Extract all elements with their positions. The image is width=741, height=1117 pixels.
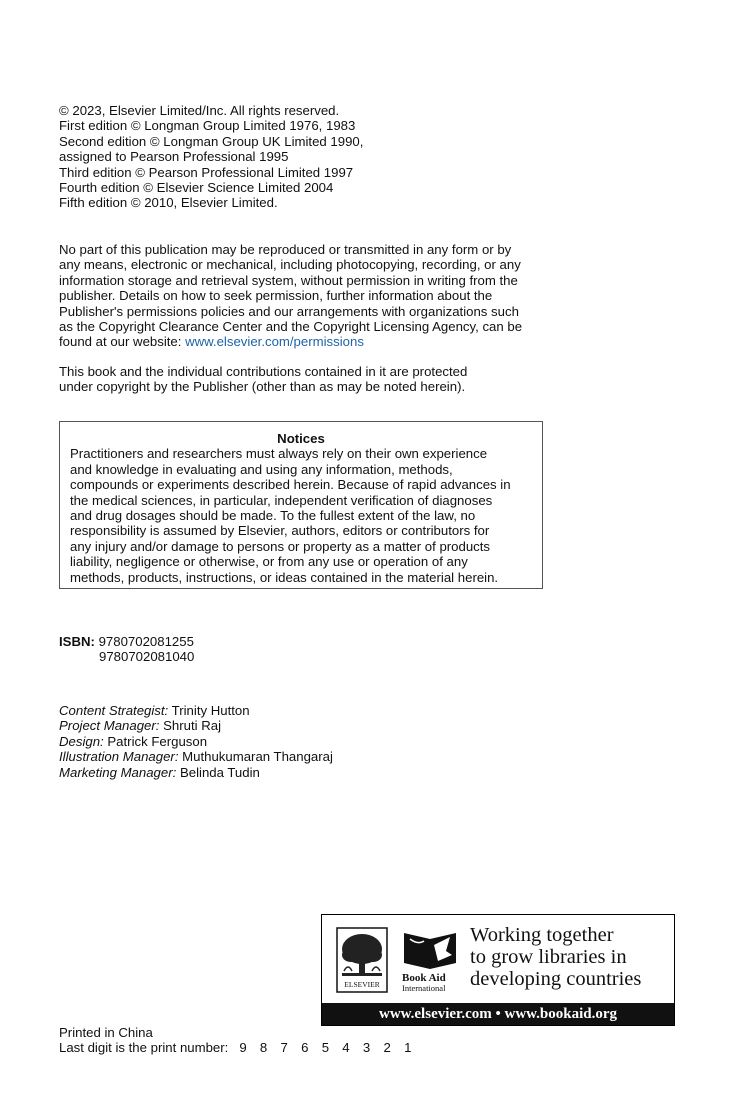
book-aid-subtitle: International: [402, 983, 446, 993]
credit-line: [59, 749, 333, 764]
notices-line: liability, negligence or otherwise, or from any use or operation of any: [70, 554, 468, 570]
credit-role: Marketing Manager:: [59, 764, 177, 780]
notices-line: Practitioners and researchers must always rely on their own experience: [70, 446, 488, 462]
notices-line: compounds or experiments described herein. Because of rapid advances in: [70, 477, 511, 493]
print-digit: 3: [362, 1040, 371, 1056]
notices-line: the medical sciences, in particular, independent verification of diagnoses: [70, 492, 493, 508]
print-digit: 4: [342, 1040, 350, 1056]
elsevier-tree-logo-icon: [336, 927, 388, 993]
rights-line-last: [59, 334, 549, 349]
copyright-line: Second edition © Longman Group UK Limited 1990,: [59, 133, 364, 149]
notices-line: and drug dosages should be made. To the fullest extent of the law, no: [70, 508, 476, 524]
rights-line: No part of this publication may be reproduced or transmitted in any form or by: [59, 242, 512, 257]
isbn-line: [59, 634, 194, 649]
credit-name: Muthukumaran Thangaraj: [182, 749, 333, 765]
credit-role: Illustration Manager:: [59, 749, 179, 765]
credit-name: Patrick Ferguson: [107, 733, 208, 749]
credits-block: [59, 703, 333, 780]
credit-role: Content Strategist:: [59, 703, 169, 718]
credit-line: [59, 703, 333, 718]
isbn-value: 9780702081040: [99, 649, 195, 665]
protection-line: under copyright by the Publisher (other than as may be noted herein).: [59, 379, 466, 395]
elsevier-logo-text: ELSEVIER: [344, 980, 380, 989]
copyright-line: © 2023, Elsevier Limited/Inc. All rights reserved.: [59, 103, 340, 118]
notices-line: responsibility is assumed by Elsevier, authors, editors or contributors for: [70, 523, 490, 539]
notices-title: Notices: [277, 431, 325, 446]
book-aid-banner: [321, 914, 675, 1026]
print-number-line: [59, 1040, 425, 1055]
isbn-block: [59, 634, 194, 665]
banner-tagline: [470, 924, 641, 990]
rights-line: any means, electronic or mechanical, including photocopying, recording, or any: [59, 257, 521, 273]
credit-name: Shruti Raj: [163, 718, 221, 734]
rights-line: as the Copyright Clearance Center and the Copyright Licensing Agency, can be: [59, 319, 523, 335]
credit-line: [59, 734, 333, 749]
rights-website-prefix: found at our website:: [59, 334, 186, 350]
printing-info: [59, 1025, 425, 1056]
print-digit: 1: [404, 1040, 412, 1056]
print-digit: 9: [239, 1040, 247, 1056]
credit-line: [59, 718, 333, 733]
copyright-line: First edition © Longman Group Limited 1976, 1983: [59, 118, 356, 134]
credit-name: Belinda Tudin: [179, 764, 260, 780]
permissions-link[interactable]: www.elsevier.com/permissions: [185, 334, 364, 350]
tagline-line: developing countries: [470, 968, 642, 990]
notices-line: and knowledge in evaluating and using any information, methods,: [70, 461, 453, 477]
isbn-label: ISBN:: [59, 634, 95, 649]
rights-line: information storage and retrieval system, without permission in writing from the: [59, 272, 518, 288]
protection-statement: [59, 364, 467, 395]
book-aid-logo-icon: [400, 925, 460, 993]
printed-in: Printed in China: [59, 1025, 153, 1040]
copyright-history: [59, 103, 363, 211]
banner-websites[interactable]: www.elsevier.com • www.bookaid.org: [322, 1003, 674, 1025]
print-digit: 8: [259, 1040, 268, 1056]
copyright-line: Fourth edition © Elsevier Science Limited 2004: [59, 180, 334, 196]
credit-role: Project Manager:: [59, 718, 160, 734]
credit-name: Trinity Hutton: [171, 703, 250, 718]
copyright-line: Fifth edition © 2010, Elsevier Limited.: [59, 195, 278, 211]
print-digit: 2: [383, 1040, 391, 1056]
credit-role: Design:: [59, 733, 104, 749]
print-digit: 7: [280, 1040, 288, 1056]
print-digit: 6: [301, 1040, 309, 1056]
print-digit: 5: [321, 1040, 330, 1056]
notices-box: [59, 421, 543, 589]
tagline-line: Working together: [470, 924, 614, 946]
isbn-value: 9780702081255: [98, 634, 194, 649]
tagline-line: to grow libraries in: [470, 946, 627, 968]
rights-statement: [59, 242, 549, 350]
copyright-line: assigned to Pearson Professional 1995: [59, 149, 289, 165]
copyright-line: Third edition © Pearson Professional Limited 1997: [59, 164, 354, 180]
notices-line: methods, products, instructions, or ideas contained in the material herein.: [70, 569, 499, 585]
rights-line: Publisher's permissions policies and our arrangements with organizations such: [59, 303, 519, 319]
protection-line: This book and the individual contributions contained in it are protected: [59, 364, 468, 379]
banner-logos: [328, 921, 667, 993]
credit-line: [59, 765, 333, 780]
print-number-label: Last digit is the print number:: [59, 1040, 229, 1056]
book-aid-name: Book Aid: [402, 972, 446, 984]
notices-line: any injury and/or damage to persons or property as a matter of products: [70, 538, 491, 554]
rights-line: publisher. Details on how to seek permission, further information about the: [59, 288, 493, 304]
